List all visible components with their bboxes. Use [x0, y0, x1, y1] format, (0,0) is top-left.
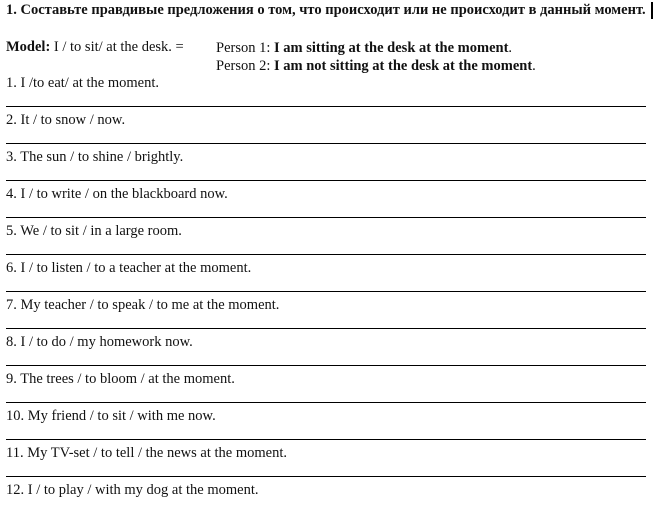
person1-prefix: Person 1: [216, 40, 274, 56]
list-item [6, 112, 646, 149]
answer-line[interactable] [6, 476, 646, 477]
list-item [6, 149, 646, 186]
list-item [6, 371, 646, 408]
model-label: Model: [6, 39, 51, 55]
answer-line[interactable] [6, 291, 646, 292]
item-prompt: 8. I / to do / my homework now. [6, 334, 193, 350]
list-item [6, 75, 646, 112]
person1-answer: I am sitting at the desk at the moment [274, 40, 509, 56]
answer-line[interactable] [6, 254, 646, 255]
item-prompt: 12. I / to play / with my dog at the moment. [6, 482, 259, 498]
model-row [6, 39, 184, 56]
exercise-items [6, 75, 646, 519]
item-prompt: 7. My teacher / to speak / to me at the moment. [6, 297, 280, 313]
list-item [6, 186, 646, 223]
text-cursor [651, 2, 653, 19]
person2-answer: I am not sitting at the desk at the moment [274, 58, 533, 74]
list-item [6, 223, 646, 260]
item-prompt: 3. The sun / to shine / brightly. [6, 149, 184, 165]
exercise-heading: 1. Составьте правдивые предложения о том, что происходит или не происходит в данный момент. [6, 2, 646, 18]
item-prompt: 1. I /to eat/ at the moment. [6, 75, 160, 91]
person2-prefix: Person 2: [216, 58, 274, 74]
model-answers [216, 39, 536, 75]
model-prompt: I / to sit/ at the desk. = [53, 39, 184, 55]
answer-line[interactable] [6, 217, 646, 218]
item-prompt: 10. My friend / to sit / with me now. [6, 408, 216, 424]
answer-line[interactable] [6, 180, 646, 181]
item-prompt: 5. We / to sit / in a large room. [6, 223, 182, 239]
answer-line[interactable] [6, 328, 646, 329]
person2-line: Person 2: I am not sitting at the desk at the moment. [216, 58, 536, 74]
answer-line[interactable] [6, 106, 646, 107]
item-prompt: 9. The trees / to bloom / at the moment. [6, 371, 235, 387]
answer-line[interactable] [6, 439, 646, 440]
answer-line[interactable] [6, 365, 646, 366]
list-item [6, 334, 646, 371]
item-prompt: 6. I / to listen / to a teacher at the moment. [6, 260, 252, 276]
person1-line: Person 1: I am sitting at the desk at the moment. [216, 40, 513, 56]
item-prompt: 11. My TV-set / to tell / the news at the moment. [6, 445, 287, 461]
list-item [6, 482, 646, 519]
item-prompt: 2. It / to snow / now. [6, 112, 126, 128]
list-item [6, 408, 646, 445]
answer-line[interactable] [6, 143, 646, 144]
list-item [6, 297, 646, 334]
item-prompt: 4. I / to write / on the blackboard now. [6, 186, 228, 202]
answer-line[interactable] [6, 402, 646, 403]
list-item [6, 260, 646, 297]
list-item [6, 445, 646, 482]
